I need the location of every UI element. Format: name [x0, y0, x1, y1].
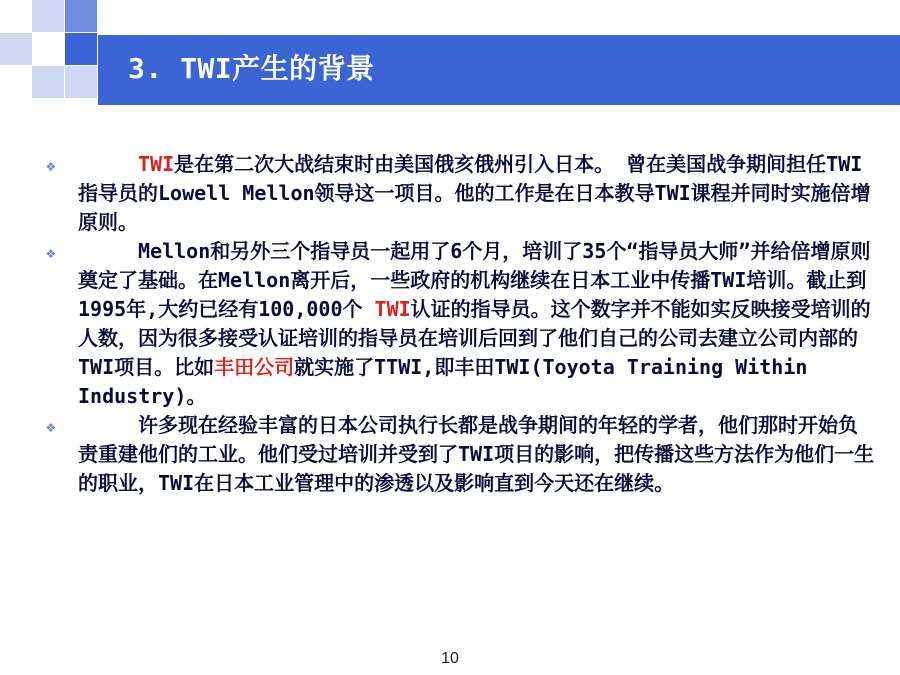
slide-title: 3. TWI产生的背景 [128, 52, 375, 85]
paragraph-text-segment: 就实施了TTWI,即丰田TWI(Toyota Training Within Industry)。 [78, 355, 808, 408]
diamond-bullet-icon: ❖ [46, 243, 56, 262]
highlight-twi: TWI [138, 152, 175, 176]
decor-square [32, 0, 64, 32]
decor-square [32, 66, 64, 98]
decor-square [65, 0, 97, 32]
paragraph-text [78, 237, 876, 411]
page-number: 10 [441, 650, 459, 667]
diamond-bullet-icon: ❖ [46, 156, 56, 175]
paragraph-text-segment: 许多现在经验丰富的日本公司执行长都是战争期间的年轻的学者，他们那时开始负责重建他们的工业。他们受过培训并受到了TWI项目的影响，把传播这些方法作为他们一生的职业，TWI在日本工业管理中的渗透以及影响直到今天还在继续。 [78, 413, 875, 495]
highlight-toyota: 丰田公司 [214, 355, 295, 379]
decor-square [65, 66, 97, 98]
paragraph-text-segment: 认证的指导员。这个数字并不能如实反映接受培训的人数，因为很多接受认证培训的指导员在培训后回到了他们自己的公司去建立公司内部的TWI项目。比如 [78, 297, 871, 379]
paragraph-text-segment: 是在第二次大战结束时由美国俄亥俄州引入日本。 曾在美国战争期间担任TWI指导员的Lowell Mellon领导这一项目。他的工作是在日本教导TWI课程并同时实施倍增原则。 [78, 152, 871, 234]
paragraph-text [78, 411, 876, 498]
paragraph-1 [46, 150, 876, 237]
decor-square [0, 33, 32, 65]
decor-square [65, 33, 97, 65]
paragraph-3 [46, 411, 876, 498]
highlight-twi: TWI [374, 297, 411, 321]
slide-body [46, 150, 876, 498]
diamond-bullet-icon: ❖ [46, 417, 56, 436]
paragraph-text [78, 150, 876, 237]
paragraph-text-segment: Mellon和另外三个指导员一起用了6个月，培训了35个“指导员大师”并给倍增原则奠定了基础。在Mellon离开后，一些政府的机构继续在日本工业中传播TWI培训。截止到1995年,大约已经有100,000个 [78, 239, 871, 321]
paragraph-2 [46, 237, 876, 411]
